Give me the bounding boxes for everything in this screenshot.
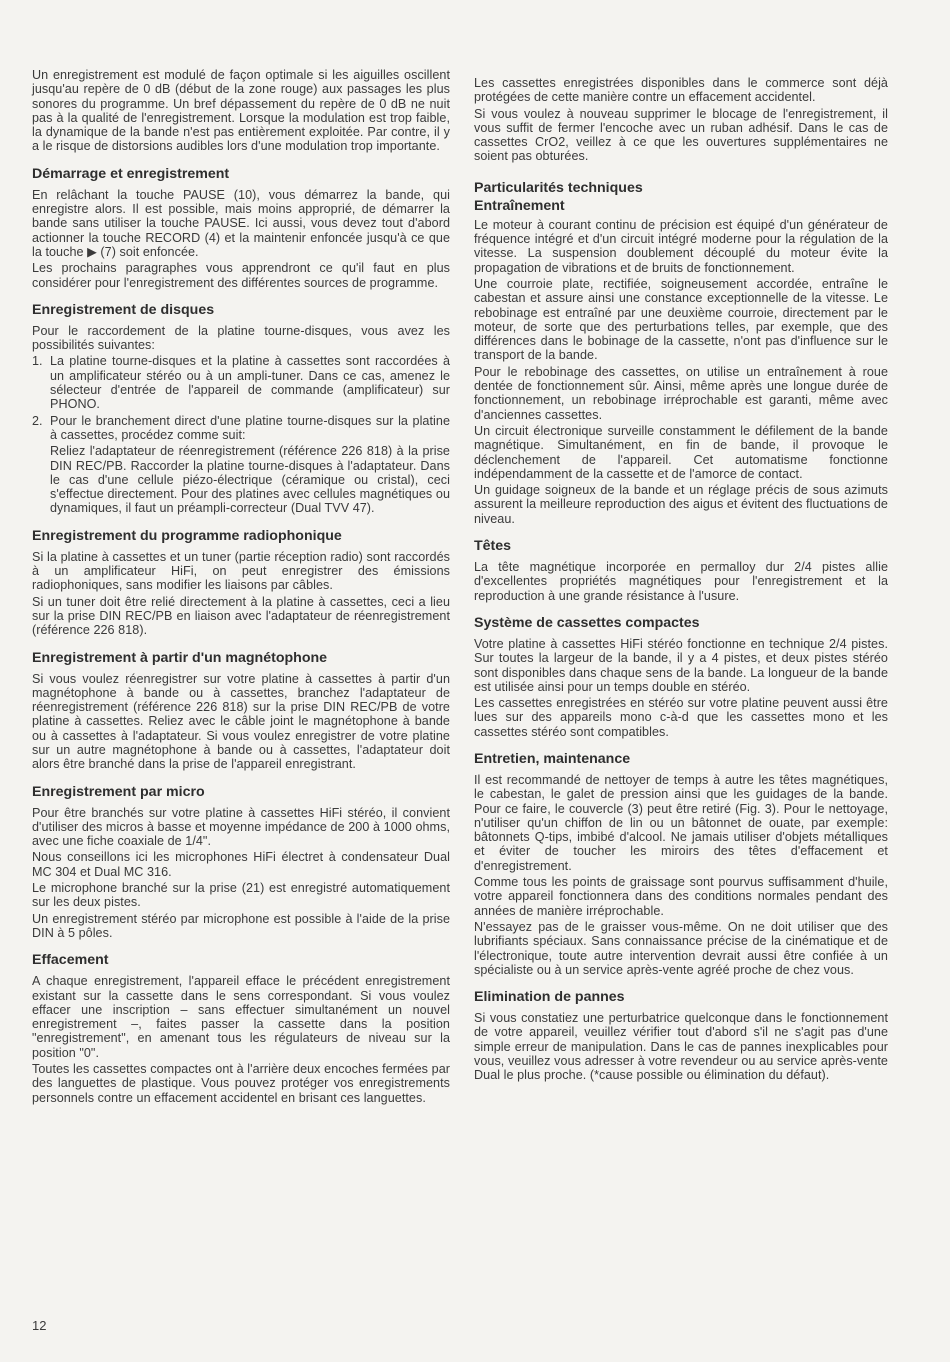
paragraph: Les cassettes enregistrées disponibles dans le commerce sont déjà protégées de cette manière contre un effacement accidentel. [474,76,888,105]
paragraph: En relâchant la touche PAUSE (10), vous démarrez la bande, qui enregistre alors. Il est possible, mais moins approprié, de démarrer la bande sans utiliser la touche PAUSE. Ici aussi, vous devez tout d'abord actionner la touche RECORD (4) et la maintenir enfoncée jusqu'à ce que la touche ▶ (7) soit enfoncée. [32,187,450,259]
paragraph: Pour le raccordement de la platine tourne-disques, vous avez les possibilités suivantes: [32,323,450,353]
paragraph: Un enregistrement stéréo par microphone est possible à l'aide de la prise DIN à 5 pôles. [32,911,450,940]
paragraph: Si vous voulez réenregistrer sur votre platine à cassettes à partir d'un magnétophone à bande ou à cassettes, branchez l'adaptateur de réenregistrement (référence 226 818) sur la prise DIN REC/PB de votre platine à cassettes. Reliez avec le câble joint le magnétophone à bande ou à cassettes à l'adaptateur. Si vous voulez enregistrer de votre platine sur un autre magnétophone à bande ou à cassettes, l'adaptateur doit alors être branché dans la prise de l'appareil enregistrant. [32,671,450,772]
list-item [32,354,450,411]
paragraph: Un circuit électronique surveille constamment le défilement de la bande magnétique. Simultanément, en fin de bande, il provoque le déclenchement de l'appareil. Cet automatisme fonctionne indépendamment de la cassette et de l'amorce de contact. [474,423,888,481]
numbered-list [32,354,450,515]
page-number: 12 [32,1318,47,1333]
section-title-micro: Enregistrement par micro [32,783,205,800]
paragraph: Si vous constatiez une perturbatrice quelconque dans le fonctionnement de votre appareil, veuillez vérifier tout d'abord s'il ne s'agit pas d'une simple erreur de manipulation. Dans le cas de pannes inexplicables pour vous, veuillez vous adresser à votre revendeur ou au service après-vente Dual le plus proche. (*cause possible ou élimination du défaut). [474,1011,888,1083]
section-title-radio: Enregistrement du programme radiophonique [32,527,342,544]
section-title-system: Système de cassettes compactes [474,614,700,631]
section-title-tech: Particularités techniques [474,179,643,196]
list-item-continuation: Reliez l'adaptateur de réenregistrement (référence 226 818) à la prise DIN REC/PB. Raccorder la platine tourne-disques à l'adaptateur. Dans le cas d'une cellule piézo-électrique (céramique ou cristal), ceci s'effectue directement. Pour des platines avec cellules magnétiques ou dynamiques, il faut un préampli-correcteur (Dual TVV 47). [50,444,450,516]
paragraph: Un guidage soigneux de la bande et un réglage précis de sous azimuts assurent la meilleure reproduction des aigus et évitent des fluctuations de niveau. [474,483,888,526]
section-title-heads: Têtes [474,538,512,555]
right-column [474,76,888,1085]
list-number: 2. [32,413,43,428]
paragraph: A chaque enregistrement, l'appareil efface le précédent enregistrement existant sur la cassette dans le sens correspondant. Si vous voulez effacer une inscription – sans effectuer simultanément un nouvel enregistrement –, faites passer la cassette dans la position "enregistrement", en amenant tous les régulateurs de niveau sur la position "0". [32,974,450,1060]
paragraph: Les cassettes enregistrées en stéréo sur votre platine peuvent aussi être lues sur des appareils mono c-à-d que les cassettes mono et les cassettes stéréo sont compatibles. [474,696,888,739]
paragraph: Les prochains paragraphes vous apprendront ce qu'il faut en plus considérer pour l'enregistrement des différentes sources de programme. [32,261,450,290]
paragraph: Le microphone branché sur la prise (21) est enregistré automatiquement sur les deux pistes. [32,881,450,910]
left-column [32,68,450,1107]
paragraph: Si un tuner doit être relié directement à la platine à cassettes, ceci a lieu sur la prise DIN REC/PB en liaison avec l'adaptateur de réenregistrement (référence 226 818). [32,594,450,638]
list-item-text: La platine tourne-disques et la platine à cassettes sont raccordées à un amplificateur stéréo ou à un ampli-tuner. Dans ce cas, amenez le sélecteur d'entrée de l'appareil de commande (amplificateur) sur PHONO. [50,354,450,412]
list-item [32,414,450,516]
paragraph: N'essayez pas de le graisser vous-même. On ne doit utiliser que des lubrifiants spéciaux. Sans connaissance précise de la cinématique et de l'électronique, toute autre intervention devrait aussi être confiée à un spécialiste ou à un service après-vente agréé proche de chez vous. [474,919,888,977]
paragraph: Si la platine à cassettes et un tuner (partie réception radio) sont raccordés à un amplificateur HiFi, on peut enregistrer des émissions radiophoniques, sans modifier les liaisons par câbles. [32,549,450,593]
paragraph: La tête magnétique incorporée en permalloy dur 2/4 pistes allie d'excellentes propriétés magnétiques pour l'enregistrement et la reproduction à une grande résistance à l'usure. [474,560,888,603]
section-title-records: Enregistrement de disques [32,301,215,318]
paragraph: Nous conseillons ici les microphones HiFi électret à condensateur Dual MC 304 et Dual MC 316. [32,850,450,879]
paragraph: Votre platine à cassettes HiFi stéréo fonctionne en technique 2/4 pistes. Sur toutes la largeur de la bande, il y a 4 pistes, et deux pistes stéréo sont disponibles dans chaque sens de la bande. La longueur de la bande est utilisée ainsi pour un temps double en stéréo. [474,636,888,694]
paragraph: Si vous voulez à nouveau supprimer le blocage de l'enregistrement, il vous suffit de fermer l'encoche avec un ruban adhésif. Dans le cas de cassettes CrO2, veillez à ce que les ouvertures supplémentaires ne soient pas obturées. [474,106,888,164]
section-title-erase: Effacement [32,952,109,969]
section-title-trouble: Elimination de pannes [474,989,625,1006]
section-title-start: Démarrage et enregistrement [32,165,230,182]
list-item-text: Pour le branchement direct d'une platine tourne-disques sur la platine à cassettes, procédez comme suit: [50,413,450,442]
paragraph: Comme tous les points de graissage sont pourvus suffisamment d'huile, votre appareil fonctionnera dans des conditions normales pendant des années de manière irréprochable. [474,875,888,918]
paragraph: Il est recommandé de nettoyer de temps à autre les têtes magnétiques, le cabestan, le galet de pression ainsi que les guidages de la bande. Pour ce faire, le couvercle (3) peut être retiré (Fig. 3). Pour le nettoyage, n'utiliser qu'un chiffon de lin ou un bâtonnet de ouate, par exemple: bâtonnets Q-tips, imbibé d'alcool. Ne jamais utiliser d'objets métalliques et éviter de toucher les miroirs des têtes d'effacement et d'enregistrement. [474,772,888,873]
paragraph: Le moteur à courant continu de précision est équipé d'un générateur de fréquence intégré et d'un circuit intégré moderne pour la régulation de la vitesse. La suspension doublement découplé du moteur évite la propagation de vibrations et de bruits de fonctionnement. [474,217,888,275]
intro-paragraph: Un enregistrement est modulé de façon optimale si les aiguilles oscillent jusqu'au repère de 0 dB (début de la zone rouge) aux passages les plus sonores du programme. Un bref dépassement du repère de 0 dB ne nuit pas à la qualité de l'enregistrement. Lorsque la modulation est trop faible, la dynamique de la bande n'est pas entièrement exploitée. Par contre, il y a le risque de distorsions audibles lors d'une modulation trop importante. [32,68,450,154]
paragraph: Pour le rebobinage des cassettes, on utilise un entraînement à roue dentée de fonctionnement sûr. Ainsi, même après une longue durée de fonctionnement, un rebobinage irréprochable est garanti, même avec d'anciennes cassettes. [474,364,888,422]
section-title-care: Entretien, maintenance [474,750,631,767]
paragraph: Toutes les cassettes compactes ont à l'arrière deux encoches fermées par des languettes de plastique. Vous pouvez protéger vos enregistrements personnels contre un effacement accidentel en brisant ces languettes. [32,1062,450,1105]
list-number: 1. [32,354,43,369]
paragraph: Pour être branchés sur votre platine à cassettes HiFi stéréo, il convient d'utiliser des micros à basse et moyenne impédance de 200 à 1000 ohms, avec une fiche coaxiale de 1/4". [32,805,450,849]
paragraph: Une courroie plate, rectifiée, soigneusement accordée, entraîne le cabestan et assure ainsi une constance exceptionnelle de la vitesse. Le rebobinage est entraîné par une deuxième courroie, directement par le moteur, de sorte que des perturbations telles, par exemple, que des différences dans le bobinage de la cassette, n'ont pas d'influence sur le transport de la bande. [474,276,888,363]
subsection-title-drive: Entraînement [474,197,565,214]
section-title-tape: Enregistrement à partir d'un magnétophone [32,649,328,666]
